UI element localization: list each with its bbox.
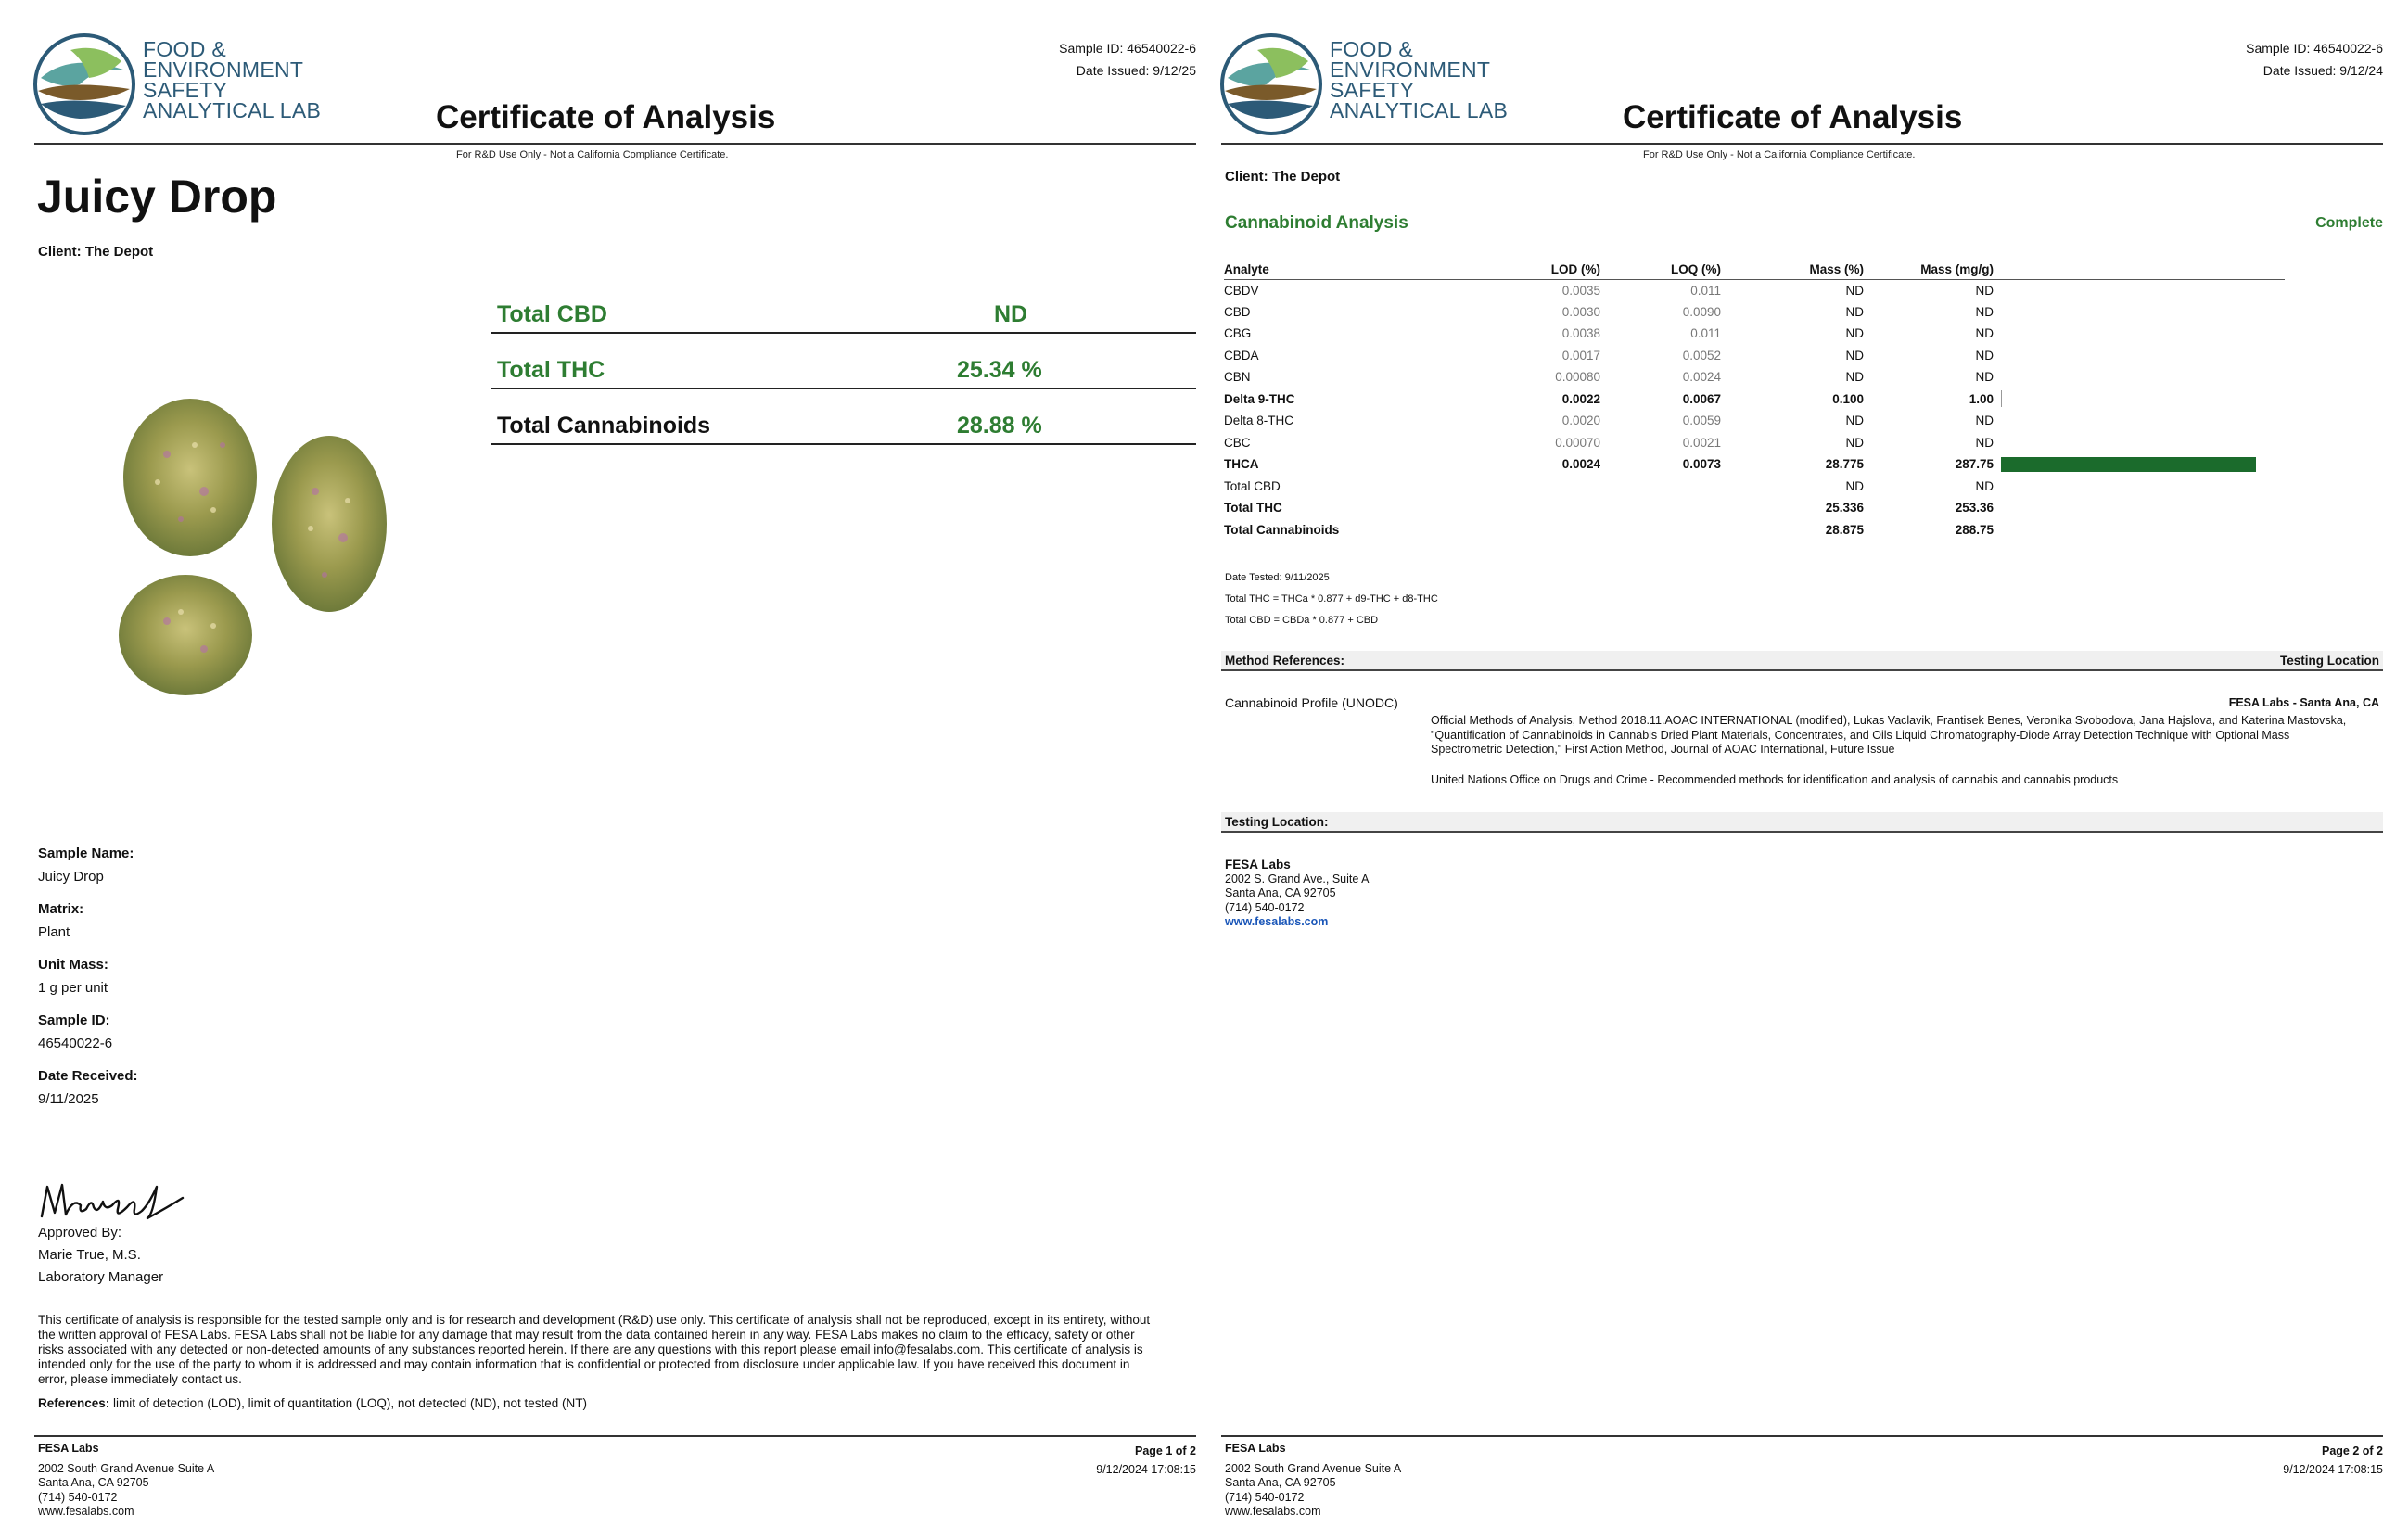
table-row <box>1224 366 2285 388</box>
column-header: Mass (mg/g) <box>1867 261 1997 279</box>
mass-percent-cell: ND <box>1845 326 1864 341</box>
fesa-logo <box>33 32 330 143</box>
mass-mg-cell: ND <box>1975 478 1994 493</box>
mass-percent-cell: 28.775 <box>1825 457 1864 472</box>
field-date-received <box>38 1068 138 1107</box>
section-title: Cannabinoid Analysis <box>1225 213 1408 233</box>
logo-text: FOOD & ENVIRONMENT SAFETY ANALYTICAL LAB <box>143 37 322 122</box>
analyte-cell: Total CBD <box>1224 478 1281 493</box>
client-name: Client: The Depot <box>1225 169 1341 185</box>
field-value: 9/11/2025 <box>38 1091 99 1107</box>
logo-mark-icon <box>1220 33 1322 135</box>
loq-cell: 0.0024 <box>1682 370 1721 385</box>
total-value: ND <box>994 301 1028 327</box>
analyte-cell: CBD <box>1224 304 1251 319</box>
field-matrix <box>38 901 138 940</box>
total-label: Total Cannabinoids <box>497 413 711 439</box>
legal-disclaimer: This certificate of analysis is responsible for the tested sample only and is for research and development (R&D) use only. This certificate of analysis shall not be reproduced, except in its entirety, without the written approval of FESA Labs. FESA Labs shall not be liable for any damage that may result from the data contained herein in any way. FESA Labs makes no claim to the efficacy, safety or other risks associated with any detected or non-detected amounts of any substances reported herein. If there are any questions with this report please email info@fesalabs.com. This certificate of analysis is intended only for the use of the party to whom it is addressed and may contain information that is confidential or protected from disclosure under applicable law. If you have received this document in error, please immediately contact us. <box>38 1313 1151 1386</box>
loq-cell: 0.011 <box>1690 283 1721 298</box>
analyte-cell: Delta 8-THC <box>1224 414 1294 428</box>
method-location: FESA Labs - Santa Ana, CA <box>2228 696 2379 709</box>
document-title: Certificate of Analysis <box>436 99 776 135</box>
mass-bar-cell <box>1997 410 2285 432</box>
table-row <box>1224 519 2285 541</box>
footer-page-info <box>1096 1442 1196 1479</box>
mass-percent-cell: ND <box>1845 283 1864 298</box>
column-header: LOQ (%) <box>1604 261 1725 279</box>
mass-mg-cell: ND <box>1975 348 1994 363</box>
analyte-cell: THCA <box>1224 457 1259 472</box>
mass-percent-cell: 0.100 <box>1832 391 1864 406</box>
lod-cell: 0.0030 <box>1561 304 1600 319</box>
table-header-row <box>1224 261 2285 279</box>
total-value: 25.34 % <box>957 357 1042 383</box>
loq-cell <box>1604 476 1725 498</box>
mass-percent-cell: ND <box>1845 370 1864 385</box>
table-row <box>1224 497 2285 519</box>
sample-id-block <box>1059 37 1196 82</box>
total-value: 28.88 % <box>957 413 1042 439</box>
lod-cell: 0.00080 <box>1555 370 1600 385</box>
mass-bar-cell <box>1997 388 2285 411</box>
total-thc-row <box>491 334 1196 389</box>
lab-address-line: Santa Ana, CA 92705 <box>1225 886 1336 899</box>
footer-phone: (714) 540-0172 <box>1225 1490 1305 1504</box>
lab-website-link[interactable]: www.fesalabs.com <box>1225 915 1329 928</box>
mass-bar-cell <box>1997 323 2285 345</box>
lod-cell <box>1493 497 1604 519</box>
page-number: Page 1 of 2 <box>1135 1445 1196 1457</box>
approved-by-label: Approved By: <box>38 1225 122 1241</box>
sample-id-line: Sample ID: 46540022-6 <box>1059 41 1196 56</box>
table-row <box>1224 453 2285 476</box>
table-row <box>1224 345 2285 367</box>
lab-name: FESA Labs <box>1225 858 1291 872</box>
lod-cell: 0.0024 <box>1561 457 1600 472</box>
loq-cell: 0.0090 <box>1682 304 1721 319</box>
references-text: limit of detection (LOD), limit of quantitation (LOQ), not detected (ND), not tested (NT) <box>109 1396 587 1410</box>
field-label: Sample ID: <box>38 1012 110 1028</box>
lod-cell <box>1493 476 1604 498</box>
footer-address-line: Santa Ana, CA 92705 <box>38 1476 149 1489</box>
mass-percent-cell: ND <box>1845 348 1864 363</box>
disclaimer-note: For R&D Use Only - Not a California Compliance Certificate. <box>456 149 729 160</box>
field-sample-name <box>38 846 138 885</box>
mass-bar-cell <box>1997 301 2285 324</box>
references-label: References: <box>38 1396 110 1410</box>
mass-bar-cell <box>1997 476 2285 498</box>
analyte-cell: CBDA <box>1224 348 1259 363</box>
bud-top-left <box>123 399 257 556</box>
analyte-cell: CBDV <box>1224 283 1259 298</box>
lab-address <box>1225 858 1369 930</box>
table-row <box>1224 476 2285 498</box>
cannabinoid-table <box>1224 261 2285 541</box>
client-name: Client: The Depot <box>38 244 154 260</box>
loq-cell: 0.0052 <box>1682 348 1721 363</box>
mass-mg-cell: ND <box>1975 283 1994 298</box>
loq-cell: 0.0059 <box>1682 414 1721 428</box>
sample-id-block <box>2246 37 2383 82</box>
date-issued-line: Date Issued: 9/12/25 <box>1076 63 1196 78</box>
lab-phone: (714) 540-0172 <box>1225 900 1305 914</box>
coa-page-2 <box>1215 0 2383 1540</box>
table-row <box>1224 432 2285 454</box>
analyte-cell: CBG <box>1224 326 1252 341</box>
mass-percent-cell: 28.875 <box>1825 522 1864 537</box>
totals-summary <box>491 278 1196 445</box>
mass-bar-cell <box>1997 519 2285 541</box>
footer-lab-name: FESA Labs <box>38 1442 99 1455</box>
total-label: Total THC <box>497 357 605 383</box>
lod-cell: 0.0020 <box>1561 414 1600 428</box>
column-header: Mass (%) <box>1725 261 1867 279</box>
footer-page-info <box>2283 1442 2383 1479</box>
note-line: Date Tested: 9/11/2025 <box>1225 572 1330 583</box>
field-value: 46540022-6 <box>38 1036 113 1051</box>
signature-image <box>38 1177 186 1228</box>
table-row <box>1224 301 2285 324</box>
footer-website: www.fesalabs.com <box>38 1505 134 1518</box>
lod-cell: 0.0022 <box>1561 391 1600 406</box>
mass-bar-cell <box>1997 345 2285 367</box>
lod-cell: 0.00070 <box>1555 435 1600 450</box>
status-badge: Complete <box>2315 215 2383 231</box>
footer-phone: (714) 540-0172 <box>38 1490 118 1504</box>
approver-name: Marie True, M.S. <box>38 1247 141 1263</box>
header-divider <box>1221 143 2383 145</box>
note-line: Total THC = THCa * 0.877 + d9-THC + d8-THC <box>1225 593 1438 605</box>
total-cannabinoids-row <box>491 389 1196 445</box>
footer-address-line: 2002 South Grand Avenue Suite A <box>1225 1461 1402 1475</box>
field-label: Sample Name: <box>38 846 134 861</box>
mass-bar <box>2001 457 2256 472</box>
footer-timestamp: 9/12/2024 17:08:15 <box>1096 1463 1196 1476</box>
loq-cell: 0.011 <box>1690 326 1721 341</box>
mass-percent-cell: 25.336 <box>1825 501 1864 515</box>
approval-block <box>38 1222 163 1289</box>
table-row <box>1224 410 2285 432</box>
lod-cell: 0.0035 <box>1561 283 1600 298</box>
sample-fields <box>38 846 138 1124</box>
logo-mark-icon <box>33 33 135 135</box>
field-value: 1 g per unit <box>38 980 108 996</box>
table-row <box>1224 323 2285 345</box>
method-citation-2: United Nations Office on Drugs and Crime - Recommended methods for identification and analysis of cannabis and cannabis products <box>1431 773 2119 786</box>
fesa-logo <box>1220 32 1517 143</box>
mass-mg-cell: ND <box>1975 304 1994 319</box>
product-photo <box>93 389 399 705</box>
mass-percent-cell: ND <box>1845 478 1864 493</box>
analysis-notes <box>1225 567 1438 631</box>
approver-title: Laboratory Manager <box>38 1269 164 1285</box>
footer-address <box>1225 1442 1401 1520</box>
column-header: Analyte <box>1224 261 1493 279</box>
analyte-cell: CBC <box>1224 435 1251 450</box>
mass-percent-cell: ND <box>1845 304 1864 319</box>
mass-bar-cell <box>1997 497 2285 519</box>
lab-address-line: 2002 S. Grand Ave., Suite A <box>1225 872 1370 885</box>
mass-mg-cell: ND <box>1975 370 1994 385</box>
field-unit-mass <box>38 957 138 996</box>
note-line: Total CBD = CBDa * 0.877 + CBD <box>1225 615 1379 626</box>
header-divider <box>34 143 1196 145</box>
loq-cell: 0.0021 <box>1682 435 1721 450</box>
product-name: Juicy Drop <box>37 171 277 223</box>
loq-cell: 0.0067 <box>1682 391 1721 406</box>
testing-location-band <box>1221 812 2383 833</box>
testing-location-label: Testing Location <box>2280 654 2379 668</box>
date-issued-line: Date Issued: 9/12/24 <box>2262 63 2383 78</box>
column-header <box>1997 261 2285 279</box>
analyte-cell: CBN <box>1224 370 1251 385</box>
page-number: Page 2 of 2 <box>2322 1445 2383 1457</box>
analyte-cell: Delta 9-THC <box>1224 391 1295 406</box>
footer-divider <box>34 1435 1196 1437</box>
analyte-cell: Total THC <box>1224 501 1282 515</box>
lod-cell: 0.0017 <box>1561 348 1600 363</box>
total-cbd-row <box>491 278 1196 334</box>
mass-mg-cell: 1.00 <box>1969 391 1994 406</box>
analyte-cell: Total Cannabinoids <box>1224 522 1340 537</box>
field-sample-id <box>38 1012 138 1051</box>
footer-address <box>38 1442 214 1520</box>
document-title: Certificate of Analysis <box>1623 99 1963 135</box>
coa-page-1 <box>28 0 1196 1540</box>
table-row <box>1224 279 2285 301</box>
field-value: Plant <box>38 924 70 940</box>
method-name: Cannabinoid Profile (UNODC) <box>1225 695 1398 710</box>
logo-text: FOOD & ENVIRONMENT SAFETY ANALYTICAL LAB <box>1330 37 1509 122</box>
lod-cell: 0.0038 <box>1561 326 1600 341</box>
loq-cell: 0.0073 <box>1682 457 1721 472</box>
footer-address-line: Santa Ana, CA 92705 <box>1225 1476 1336 1489</box>
table-row <box>1224 388 2285 411</box>
mass-mg-cell: ND <box>1975 326 1994 341</box>
method-references-band <box>1221 651 2383 671</box>
mass-mg-cell: 253.36 <box>1955 501 1994 515</box>
footer-lab-name: FESA Labs <box>1225 1442 1286 1455</box>
footer-divider <box>1221 1435 2383 1437</box>
bud-bottom <box>119 575 252 695</box>
mass-bar-cell <box>1997 279 2285 301</box>
mass-bar <box>2001 390 2002 407</box>
total-label: Total CBD <box>497 301 607 327</box>
table-body <box>1224 279 2285 541</box>
loq-cell <box>1604 497 1725 519</box>
references-line <box>38 1396 587 1410</box>
sample-id-line: Sample ID: 46540022-6 <box>2246 41 2383 56</box>
column-header: LOD (%) <box>1493 261 1604 279</box>
field-label: Unit Mass: <box>38 957 108 973</box>
method-citation: Official Methods of Analysis, Method 2018.11.AOAC INTERNATIONAL (modified), Lukas Vaclavik, Frantisek Benes, Veronika Svobodova, Jana Hajslova, and Katerina Mastovska, "Quantification of Cannabinoids in Cannabis Dried Plant Materials, Concentrates, and Oils Liquid Chromatography-Diode Array Detection Technique with Optional Mass Spectrometric Detection," First Action Method, Journal of AOAC International, Future Issue <box>1431 714 2347 756</box>
loq-cell <box>1604 519 1725 541</box>
mass-mg-cell: 288.75 <box>1955 522 1994 537</box>
mass-mg-cell: 287.75 <box>1955 457 1994 472</box>
field-value: Juicy Drop <box>38 869 104 885</box>
mass-percent-cell: ND <box>1845 414 1864 428</box>
mass-mg-cell: ND <box>1975 435 1994 450</box>
disclaimer-note: For R&D Use Only - Not a California Compliance Certificate. <box>1643 149 1916 160</box>
footer-timestamp: 9/12/2024 17:08:15 <box>2283 1463 2383 1476</box>
field-label: Matrix: <box>38 901 84 917</box>
mass-bar-cell <box>1997 432 2285 454</box>
field-label: Date Received: <box>38 1068 138 1084</box>
bud-right <box>272 436 387 612</box>
mass-percent-cell: ND <box>1845 435 1864 450</box>
method-references-label: Method References: <box>1225 654 1345 668</box>
mass-bar-cell <box>1997 366 2285 388</box>
mass-bar-cell <box>1997 453 2285 476</box>
mass-mg-cell: ND <box>1975 414 1994 428</box>
testing-location-heading: Testing Location: <box>1225 815 1329 829</box>
lod-cell <box>1493 519 1604 541</box>
footer-address-line: 2002 South Grand Avenue Suite A <box>38 1461 215 1475</box>
footer-website: www.fesalabs.com <box>1225 1505 1321 1518</box>
